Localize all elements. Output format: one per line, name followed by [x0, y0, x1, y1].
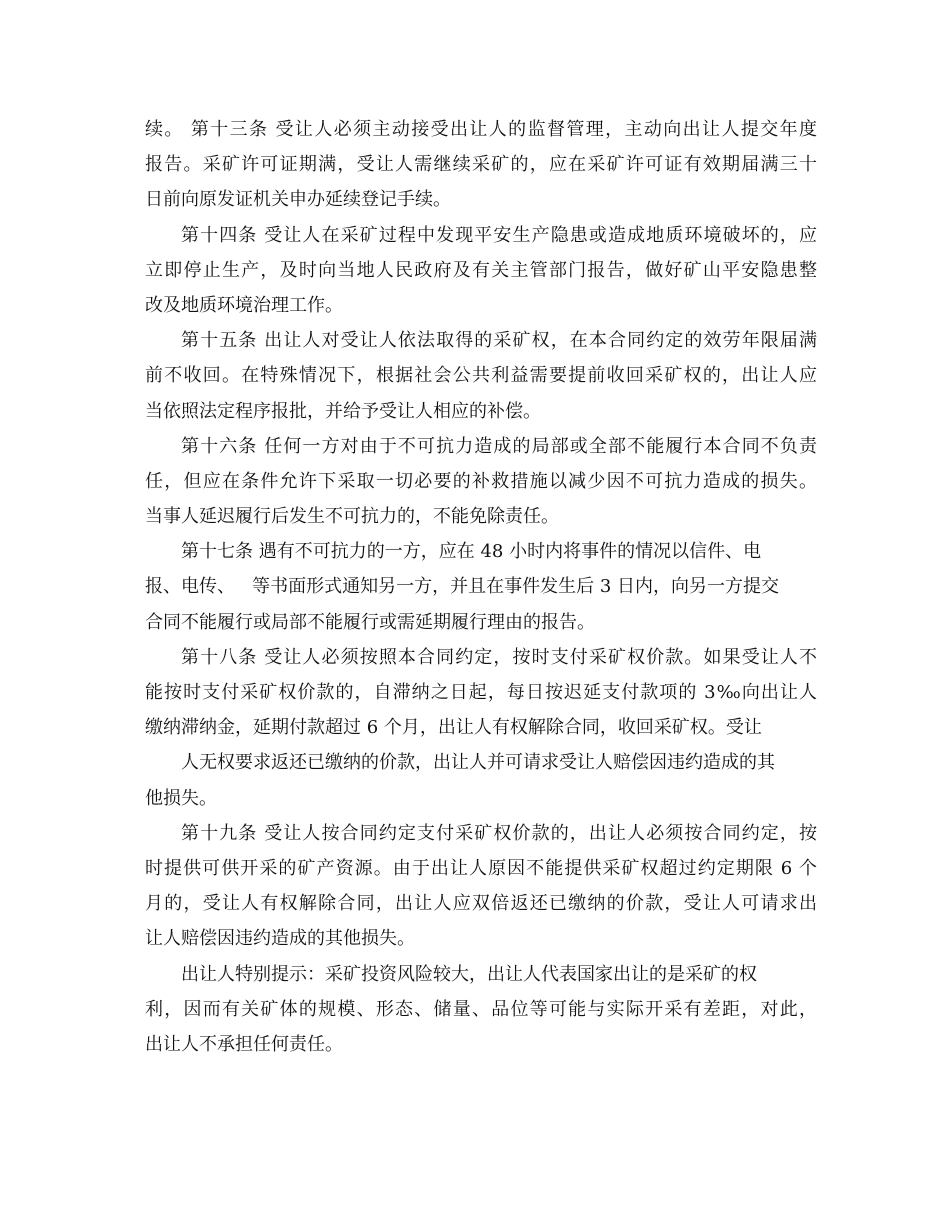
text-line: 出让人不承担任何责任。 — [145, 1033, 343, 1055]
text-line: 前不收回。在特殊情况下，根据社会公共利益需要提前收回采矿权的，出让人应 — [145, 365, 817, 387]
paragraph-continuation — [145, 112, 817, 218]
text-line: 报告。采矿许可证期满，受让人需继续采矿的，应在采矿许可证有效期届满三十 — [145, 154, 817, 176]
text-line: 能按时支付采矿权价款的，自滞纳之日起，每日按迟延支付款项的 3‰向出让人 — [145, 682, 817, 703]
text-line: 合同不能履行或局部不能履行或需延期履行理由的报告。 — [145, 611, 595, 633]
paragraph-article-18 — [145, 640, 817, 816]
paragraph-article-16 — [145, 429, 817, 535]
text-line: 第十八条 受让人必须按照本合同约定，按时支付采矿权价款。如果受让人不 — [181, 646, 817, 668]
paragraph-article-14 — [145, 218, 817, 324]
paragraph-article-17 — [145, 534, 817, 640]
text-line: 第十九条 受让人按合同约定支付采矿权价款的，出让人必须按合同约定，按 — [181, 822, 817, 844]
text-line: 当依照法定程序报批，并给予受让人相应的补偿。 — [145, 400, 541, 422]
text-line: 第十七条 遇有不可抗力的一方，应在 48 小时内将事件的情况以信件、电 — [181, 541, 762, 563]
text-line: 他损失。 — [145, 787, 217, 809]
text-line: 当事人延迟履行后发生不可抗力的，不能免除责任。 — [145, 506, 559, 528]
paragraph-article-15 — [145, 323, 817, 429]
text-line: 任，但应在条件允许下采取一切必要的补救措施以减少因不可抗力造成的损失。 — [145, 470, 817, 492]
text-line: 报、电传、 等书面形式通知另一方，并且在事件发生后 3 日内，向另一方提交 — [145, 576, 780, 598]
text-line: 人无权要求返还已缴纳的价款，出让人并可请求受让人赔偿因违约造成的其 — [181, 752, 775, 774]
text-line: 改及地质环境治理工作。 — [145, 294, 343, 316]
document-body — [145, 112, 817, 1062]
text-line: 第十四条 受让人在采矿过程中发现平安生产隐患或造成地质环境破坏的，应 — [181, 224, 817, 246]
text-line: 第十五条 出让人对受让人依法取得的采矿权，在本合同约定的效劳年限届满 — [181, 330, 817, 352]
paragraph-article-19 — [145, 816, 817, 957]
text-line: 第十六条 任何一方对由于不可抗力造成的局部或全部不能履行本合同不负责 — [181, 435, 817, 457]
text-line: 立即停止生产，及时向当地人民政府及有关主管部门报告，做好矿山平安隐患整 — [145, 259, 817, 281]
paragraph-special-notice — [145, 957, 817, 1063]
text-line: 让人赔偿因违约造成的其他损失。 — [145, 928, 415, 950]
text-line: 日前向原发证机关申办延续登记手续。 — [145, 189, 451, 211]
text-line: 利，因而有关矿体的规模、形态、储量、品位等可能与实际开采有差距，对此， — [145, 998, 817, 1020]
text-line: 月的，受让人有权解除合同，出让人应双倍返还已缴纳的价款，受让人可请求出 — [145, 893, 817, 915]
text-line: 缴纳滞纳金，延期付款超过 6 个月，出让人有权解除合同，收回采矿权。受让 — [145, 717, 762, 739]
text-line: 续。 第十三条 受让人必须主动接受出让人的监督管理，主动向出让人提交年度 — [145, 119, 817, 140]
text-line: 时提供可供开采的矿产资源。由于出让人原因不能提供采矿权超过约定期限 6 个 — [145, 857, 817, 879]
text-line: 出让人特别提示：采矿投资风险较大，出让人代表国家出让的是采矿的权 — [181, 963, 757, 985]
